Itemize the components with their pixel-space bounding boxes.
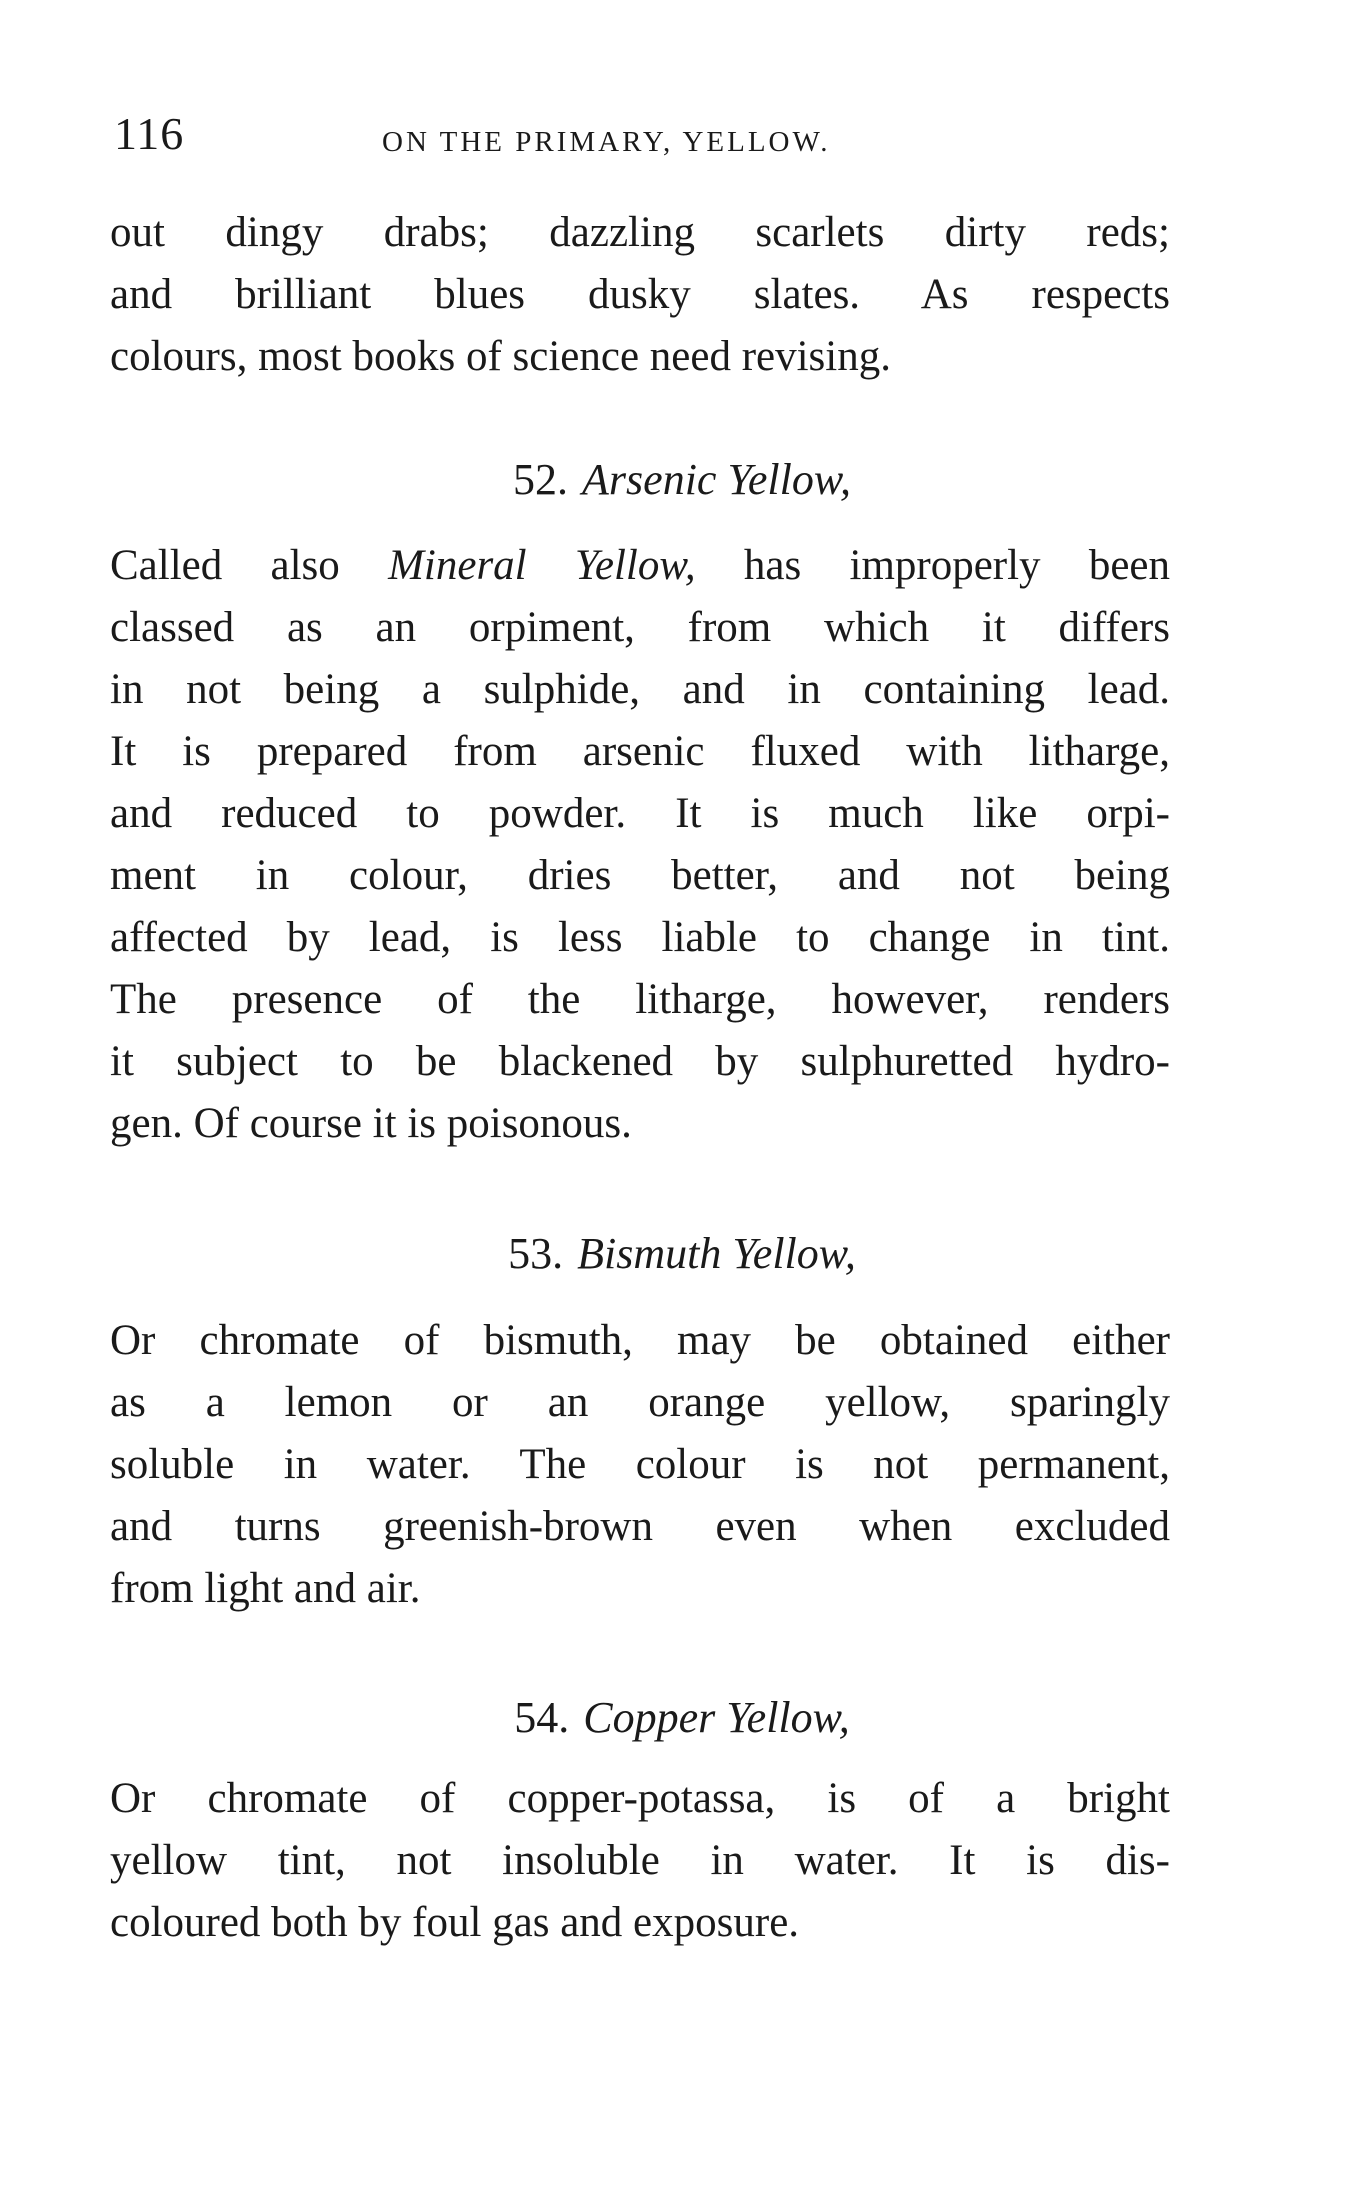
running-title: ON THE PRIMARY, YELLOW. bbox=[382, 126, 831, 158]
running-head bbox=[114, 104, 1164, 164]
line-text: Called also bbox=[110, 542, 389, 589]
section-heading-54 bbox=[0, 1686, 1364, 1750]
paragraph-line: Or chromate of copper-potassa, is of a bright bbox=[110, 1775, 1170, 1822]
paragraph-line: as a lemon or an orange yellow, sparingly bbox=[110, 1379, 1170, 1426]
section-body-54 bbox=[110, 1768, 1170, 1954]
paragraph-line: It is prepared from arsenic fluxed with litharge, bbox=[110, 728, 1170, 775]
paragraph-line: coloured both by foul gas and exposure. bbox=[110, 1899, 800, 1946]
paragraph-line: yellow tint, not insoluble in water. It is dis- bbox=[110, 1837, 1170, 1884]
paragraph-line: and brilliant blues dusky slates. As respects bbox=[110, 271, 1170, 318]
section-heading-53 bbox=[0, 1222, 1364, 1286]
paragraph-line: soluble in water. The colour is not permanent, bbox=[110, 1441, 1170, 1488]
paragraph-line: and turns greenish-brown even when excluded bbox=[110, 1503, 1170, 1550]
paragraph-line: ment in colour, dries better, and not being bbox=[110, 852, 1170, 899]
section-number: 52. bbox=[513, 455, 569, 504]
paragraph-line: it subject to be blackened by sulphuretted hydro- bbox=[110, 1038, 1170, 1085]
section-title: Arsenic Yellow, bbox=[582, 455, 851, 504]
paragraph-line: Or chromate of bismuth, may be obtained either bbox=[110, 1317, 1170, 1364]
intro-paragraph bbox=[110, 202, 1170, 388]
paragraph-line: gen. Of course it is poisonous. bbox=[110, 1100, 632, 1147]
section-number: 53. bbox=[508, 1229, 564, 1278]
line-text: has improperly been bbox=[695, 542, 1171, 589]
paragraph-line: out dingy drabs; dazzling scarlets dirty reds; bbox=[110, 209, 1170, 256]
section-number: 54. bbox=[514, 1693, 570, 1742]
section-heading-52 bbox=[0, 448, 1364, 512]
section-body-52 bbox=[110, 535, 1170, 1155]
italic-term: Mineral Yellow, bbox=[388, 542, 696, 589]
paragraph-line: The presence of the litharge, however, renders bbox=[110, 976, 1170, 1023]
paragraph-line: from light and air. bbox=[110, 1565, 421, 1612]
section-body-53 bbox=[110, 1310, 1170, 1620]
page-number: 116 bbox=[114, 108, 185, 159]
paragraph-line: in not being a sulphide, and in containing lead. bbox=[110, 666, 1170, 713]
paragraph-line: classed as an orpiment, from which it differs bbox=[110, 604, 1170, 651]
paragraph-line: affected by lead, is less liable to change in tint. bbox=[110, 914, 1170, 961]
paragraph-line bbox=[110, 535, 1170, 597]
section-title: Bismuth Yellow, bbox=[577, 1229, 856, 1278]
paragraph-line: colours, most books of science need revising. bbox=[110, 333, 891, 380]
section-title: Copper Yellow, bbox=[583, 1693, 850, 1742]
paragraph-line: and reduced to powder. It is much like orpi- bbox=[110, 790, 1170, 837]
